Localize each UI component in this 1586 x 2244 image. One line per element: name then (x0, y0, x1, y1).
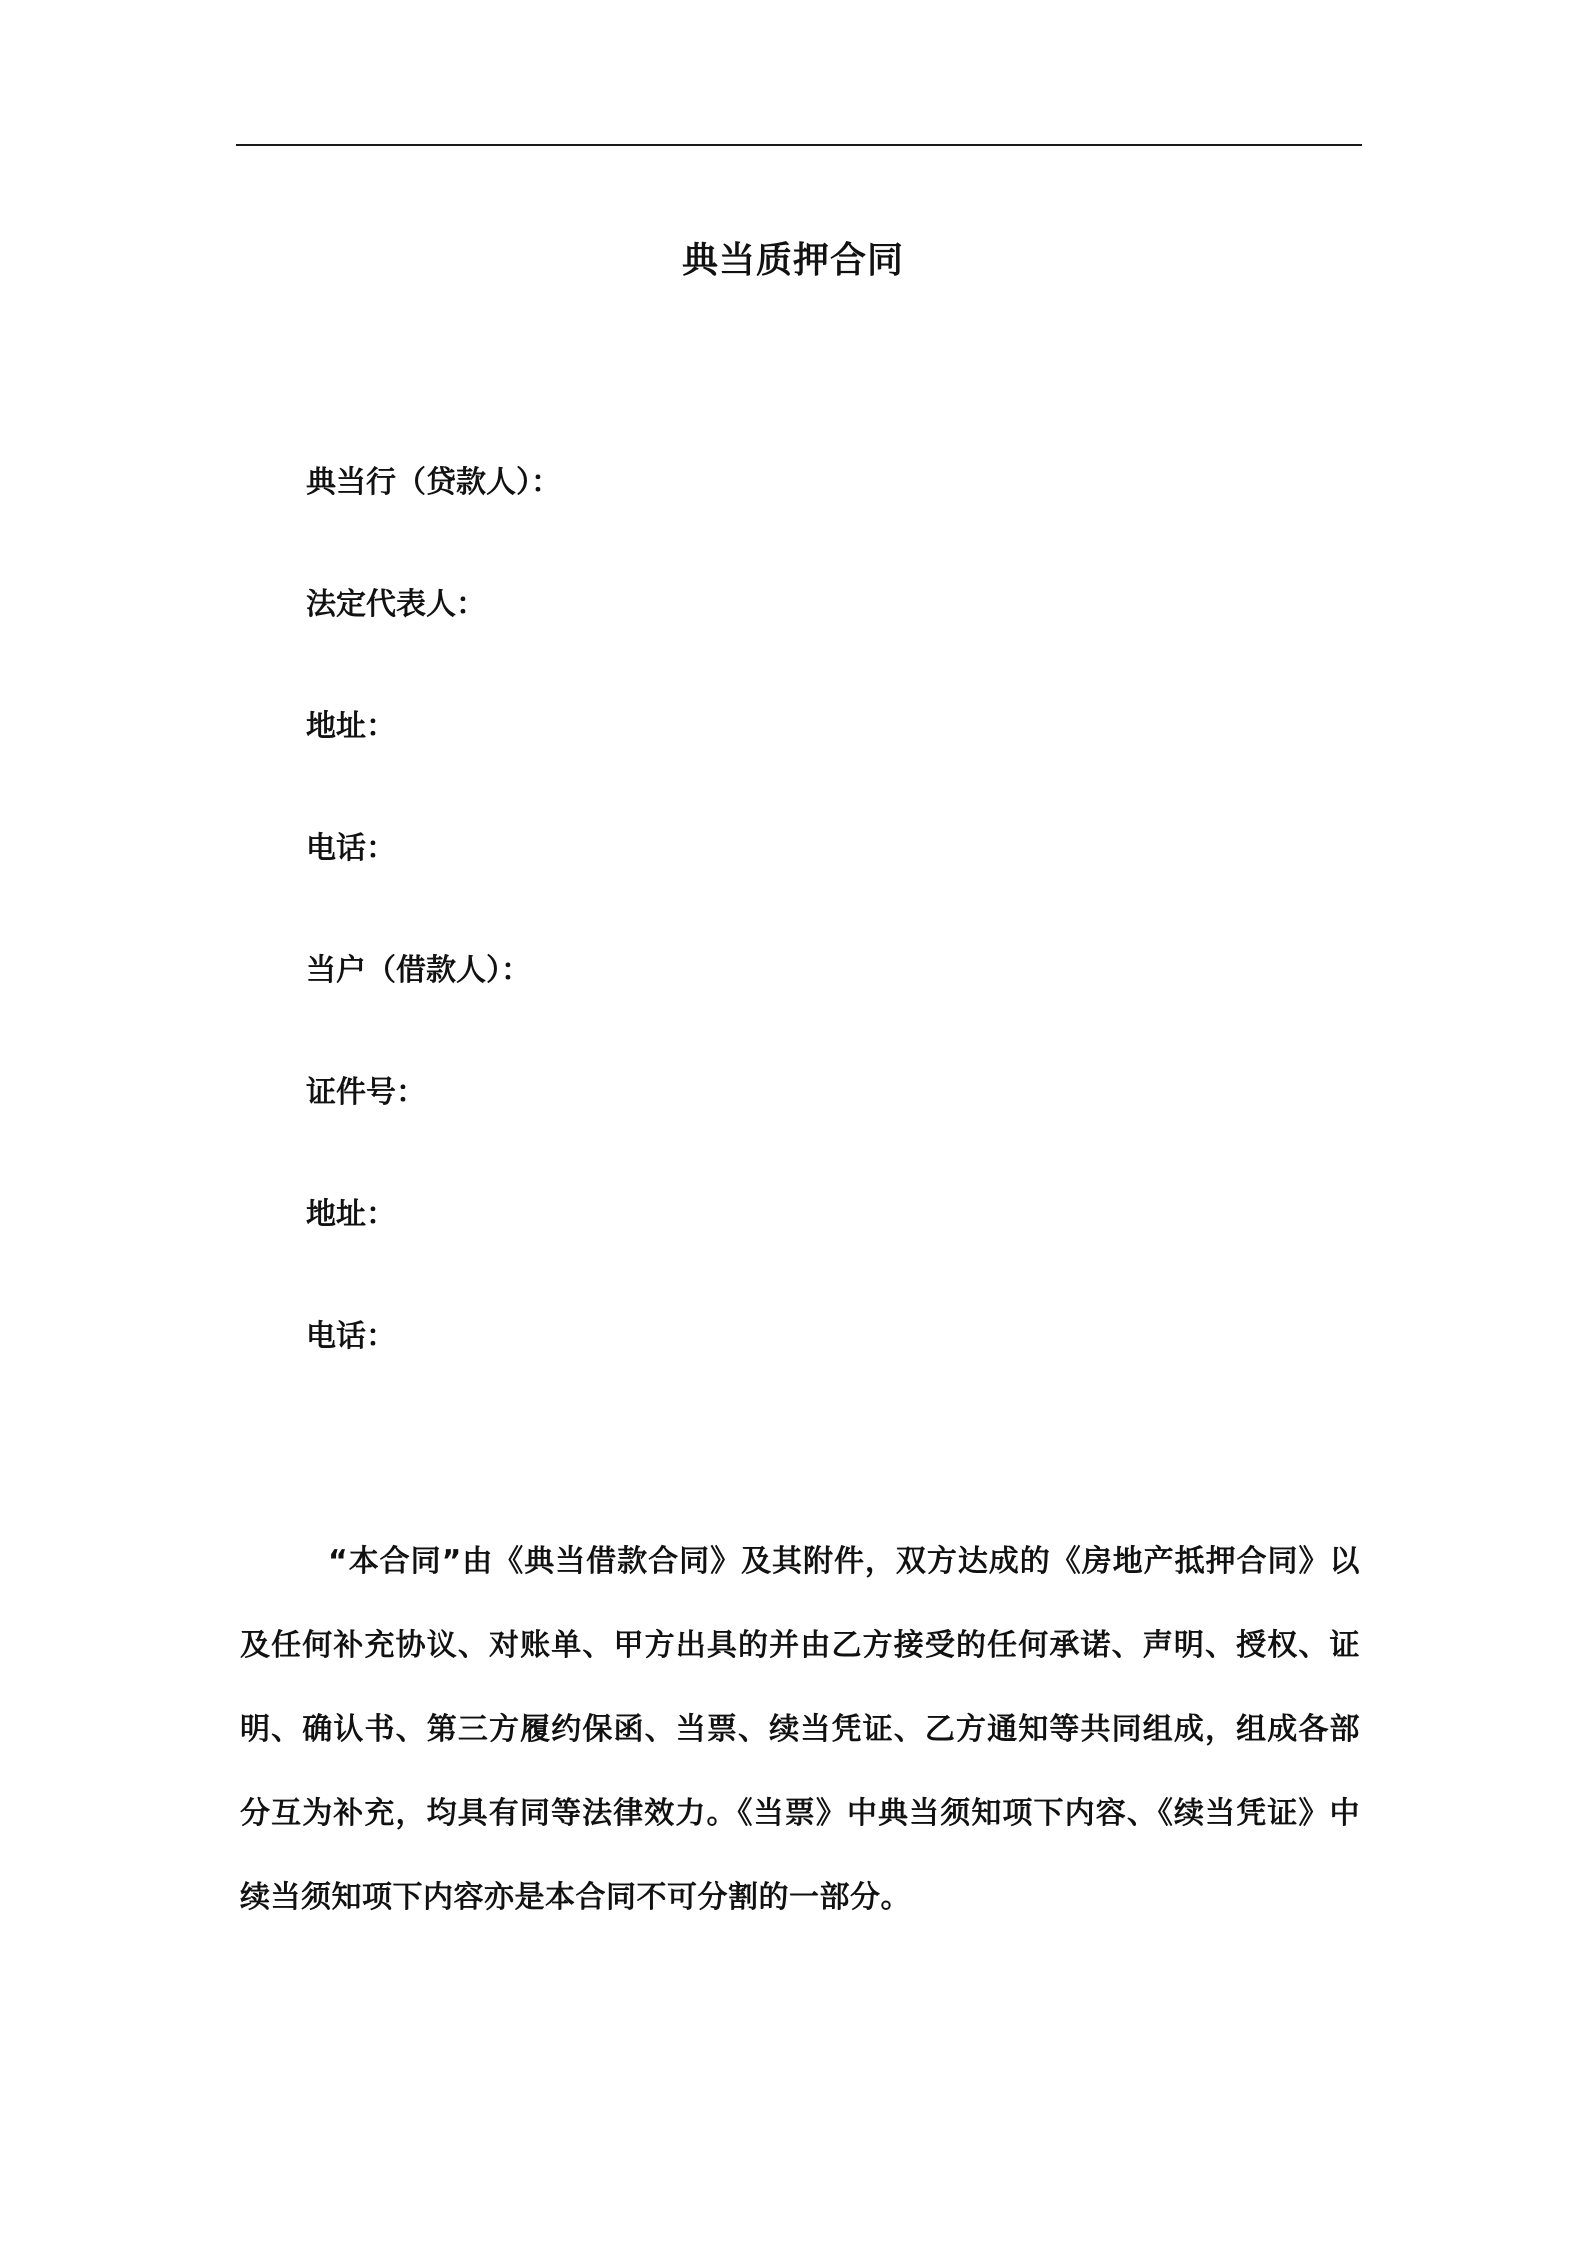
contract-paragraph: “本合同”由《典当借款合同》及其附件，双方达成的《房地产抵押合同》以及任何补充协议、对账单、甲方出具的并由乙方接受的任何承诺、声明、授权、证明、确认书、第三方履约保函、当票、续当凭证、乙方通知等共同组成，组成各部分互为补充，均具有同等法律效力。《当票》中典当须知项下内容、《续当凭证》中续当须知项下内容亦是本合同不可分割的一部分。 (240, 1544, 1360, 1915)
field-pawnshop-address: 地址： (306, 709, 396, 744)
field-borrower-address: 地址： (306, 1197, 396, 1232)
document-title: 典当质押合同 (681, 240, 904, 281)
field-id-number: 证件号： (306, 1075, 426, 1110)
field-legal-representative: 法定代表人： (306, 587, 486, 622)
field-borrower-phone: 电话： (306, 1319, 396, 1354)
party-fields (306, 455, 561, 1431)
field-pawnshop-phone: 电话： (306, 831, 396, 866)
field-pawnshop: 典当行（贷款人）： (306, 465, 561, 500)
header-rule (236, 144, 1362, 146)
field-borrower: 当户（借款人）： (306, 953, 531, 988)
